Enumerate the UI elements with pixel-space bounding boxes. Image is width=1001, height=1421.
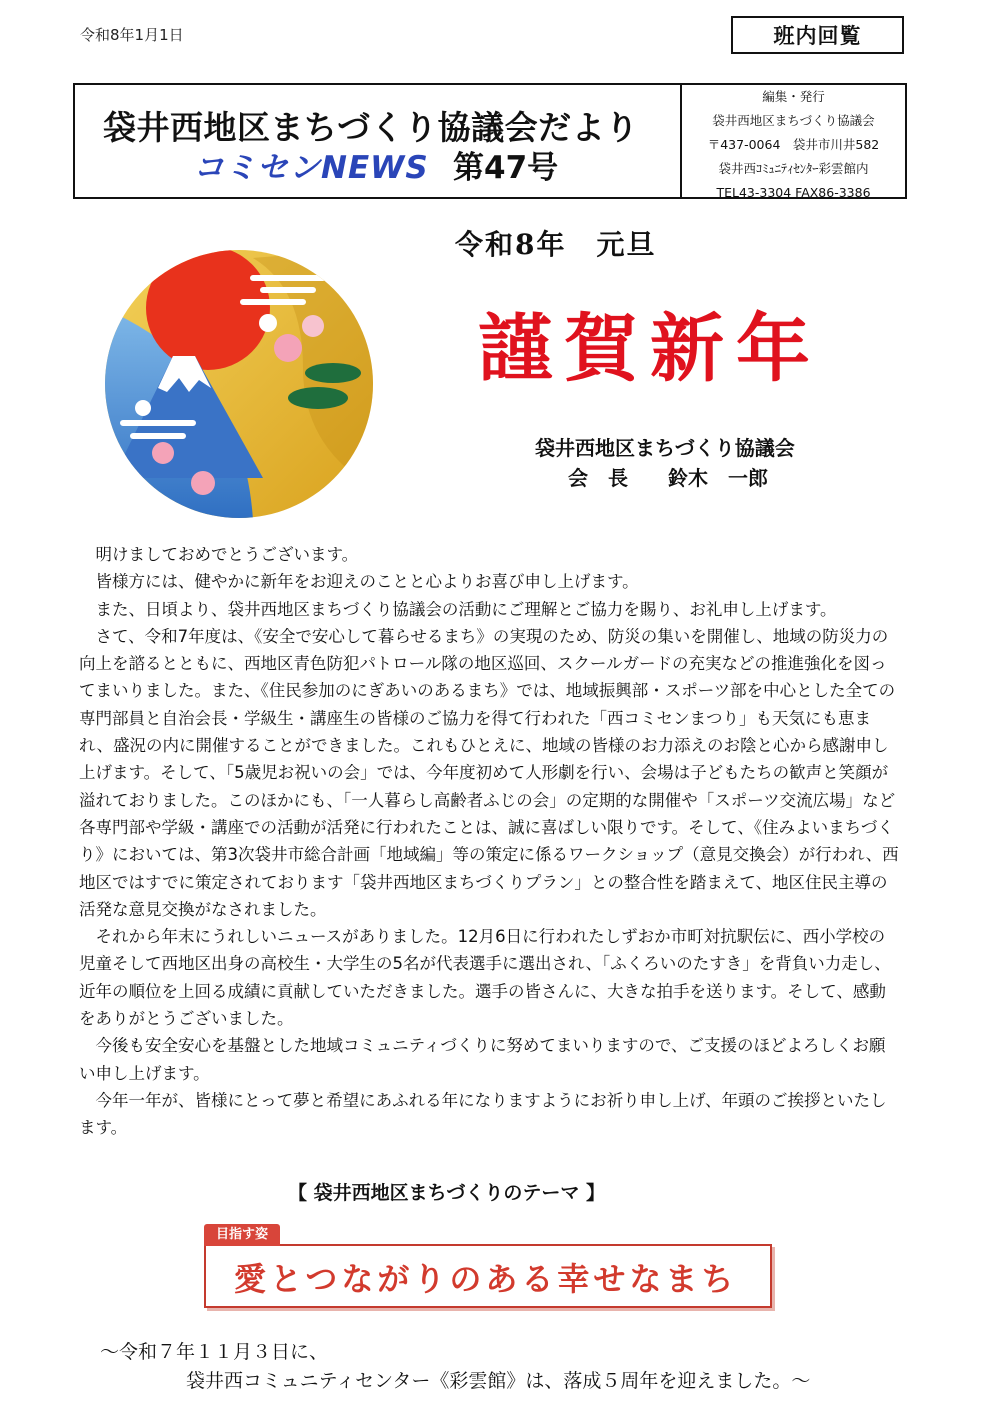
body-paragraph: 明けましておめでとうございます。 [95, 545, 359, 564]
masthead [73, 83, 907, 199]
greeting-body [79, 541, 899, 1142]
circulation-stamp: 班内回覧 [731, 16, 904, 54]
publisher-role: 編集・発行 [762, 89, 825, 104]
anniversary-line-1: ～令和７年１１月３日に、 [100, 1341, 329, 1363]
masthead-title-block [75, 85, 680, 197]
publisher-info [682, 85, 905, 200]
plum-blossom-icon [259, 314, 277, 332]
pine-branch-icon [305, 363, 361, 383]
plum-blossom-icon [135, 400, 151, 416]
theme-banner-tag: 目指す姿 [204, 1224, 280, 1246]
plum-blossom-icon [274, 334, 302, 362]
publisher-venue: 袋井西ｺﾐｭﾆﾃｨｾﾝﾀｰ彩雲館内 [718, 161, 869, 176]
sun-icon [146, 248, 270, 370]
body-paragraph: さて、令和7年度は、《安全で安心して暮らせるまち》の実現のため、防災の集いを開催し、地域の防災力の向上を諮るとともに、西地区青色防犯パトロール隊の地区巡回、スクールガードの充実などの推進強化を図ってまいりました。また、《住民参加のにぎあいのあるまち》では、地域振興部・スポーツ部を中心とした全ての専門部員と自治会長・学級生・講座生の皆様のご協力を得て行われた「西コミセンまつり」も天気にも恵まれ、盛況の内に開催することができました。これもひとえに、地域の皆様のお力添えのお陰と心から感謝申し上げます。そして、「5歳児お祝いの会」では、今年度初めて人形劇を行い、会場は子どもたちの歓声と笑顔が溢れておりました。このほかにも、「一人暮らし高齢者ふじの会」の定期的な開催や「スポーツ交流広場」など各専門部や学級・講座での活動が活発に行われたことは、誠に喜ばしい限りです。そして、《住みよいまちづくり》においては、第3次袋井市総合計画「地域編」等の策定に係るワークショップ（意見交換会）が行われ、西地区ではすでに策定されております「袋井西地区まちづくりプラン」との整合性を踏まえて、地区住民主導の活発な意見交換がなされました。 [79, 626, 899, 919]
issue-number: 第47号 [453, 150, 559, 186]
publisher-contact: TEL43-3304 FAX86-3386 [716, 185, 871, 200]
plum-blossom-icon [152, 442, 174, 464]
issue-date: 令和8年1月1日 [80, 26, 184, 44]
anniversary-line-2: 袋井西コミュニティセンター《彩雲館》は、落成５周年を迎えました。～ [186, 1370, 811, 1392]
theme-banner [198, 1220, 776, 1313]
organization-name: 袋井西地区まちづくり協議会 [535, 436, 795, 460]
new-year-headline: 謹賀新年 [478, 306, 822, 392]
body-paragraph: それから年末にうれしいニュースがありました。12月6日に行われたしずおか市町対抗駅伝に、西小学校の児童そして西地区出身の高校生・大学生の5名が代表選手に選出され、「ふくろいのたすき」を背負い力走し、近年の順位を上回る成績に貢献していただきました。選手の皆さんに、大きな拍手を送ります。そして、感動をありがとうございました。 [79, 927, 891, 1029]
newsletter-title: 袋井西地区まちづくり協議会だより [103, 108, 639, 147]
pine-branch-icon [288, 387, 348, 409]
theme-heading: 【 袋井西地区まちづくりのテーマ 】 [288, 1182, 606, 1204]
news-label: コミセンNEWS [193, 150, 429, 186]
publisher-address: 〒437-0064 袋井市川井582 [707, 137, 880, 152]
chair-name: 会 長 鈴木 一郎 [568, 466, 768, 490]
plum-blossom-icon [191, 471, 215, 495]
plum-blossom-icon [302, 315, 324, 337]
publisher-name: 袋井西地区まちづくり協議会 [712, 113, 875, 128]
theme-slogan: 愛とつながりのある幸せなまち [234, 1260, 738, 1298]
body-paragraph: また、日頃より、袋井西地区まちづくり協議会の活動にご理解とご協力を賜り、お礼申し上げます。 [95, 599, 837, 619]
body-paragraph: 今後も安全安心を基盤とした地域コミュニティづくりに努めてまいりますので、ご支援のほどよろしくお願い申し上げます。 [79, 1036, 886, 1083]
body-paragraph: 今年一年が、皆様にとって夢と希望にあふれる年になりますようにお祈り申し上げ、年頭のご挨拶といたします。 [79, 1090, 887, 1138]
new-year-illustration [103, 248, 375, 520]
new-year-date: 令和8年 元旦 [455, 228, 657, 261]
body-paragraph: 皆様方には、健やかに新年をお迎えのことと心よりお喜び申し上げます。 [95, 572, 639, 592]
